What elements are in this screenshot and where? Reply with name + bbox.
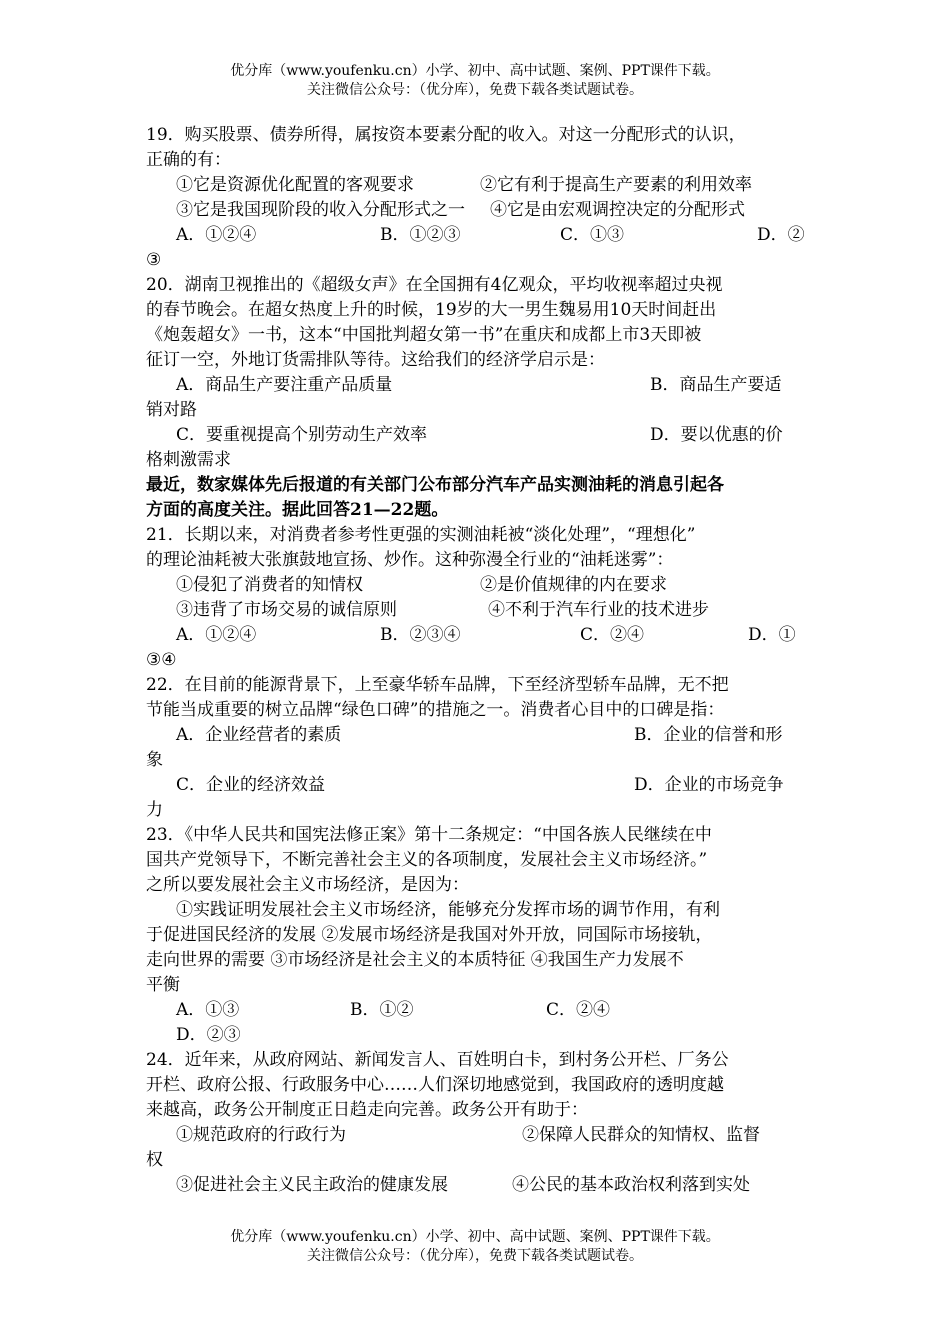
q19-option-2: ②它有利于提高生产要素的利用效率 xyxy=(480,175,752,195)
material-intro-line-1: 最近，数家媒体先后报道的有关部门公布部分汽车产品实测油耗的消息引起各 xyxy=(146,475,724,495)
q20-stem-line-3: 《炮轰超女》一书，这本“中国批判超女第一书”在重庆和成都上市3天即被 xyxy=(146,325,702,345)
footer-line-1: 优分库（www.youfenku.cn）小学、初中、高中试题、案例、PPT课件下载。 xyxy=(230,1229,720,1245)
header-line-1: 优分库（www.youfenku.cn）小学、初中、高中试题、案例、PPT课件下载。 xyxy=(230,63,720,79)
q19-option-1: ①它是资源优化配置的客观要求 xyxy=(176,175,414,195)
q21-choice-c: C．②④ xyxy=(580,625,645,645)
q23-stem-line-1: 23．《中华人民共和国宪法修正案》第十二条规定：“中国各族人民继续在中 xyxy=(146,825,712,845)
page-header xyxy=(0,62,950,100)
q19-option-4: ④它是由宏观调控决定的分配形式 xyxy=(490,200,745,220)
q23-choice-a: A．①③ xyxy=(176,1000,240,1020)
material-intro-line-2: 方面的高度关注。据此回答21—22题。 xyxy=(146,500,449,520)
q23-choice-d: D．②③ xyxy=(176,1025,241,1045)
q24-option-2: ②保障人民群众的知情权、监督 xyxy=(522,1125,760,1145)
q23-stem-line-3: 之所以要发展社会主义市场经济，是因为： xyxy=(146,875,469,895)
q23-choice-b: B．①② xyxy=(350,1000,414,1020)
q23-stem-line-4: ①实践证明发展社会主义市场经济，能够充分发挥市场的调节作用，有利 xyxy=(176,900,720,920)
q19-choice-c: C．①③ xyxy=(560,225,625,245)
q19-option-3: ③它是我国现阶段的收入分配形式之一 xyxy=(176,200,465,220)
q19-choice-d-wrap: ③ xyxy=(146,250,162,270)
q20-stem-line-2: 的春节晚会。在超女热度上升的时候，19岁的大一男生魏易用10天时间赶出 xyxy=(146,300,717,320)
q21-option-2: ②是价值规律的内在要求 xyxy=(480,575,667,595)
q22-choice-d-wrap: 力 xyxy=(146,800,163,820)
q22-stem-line-2: 节能当成重要的树立品牌“绿色口碑”的措施之一。消费者心目中的口碑是指： xyxy=(146,700,725,720)
q22-choice-b-wrap: 象 xyxy=(146,750,163,770)
q21-option-3: ③违背了市场交易的诚信原则 xyxy=(176,600,397,620)
q21-stem-line-2: 的理论油耗被大张旗鼓地宣扬、炒作。这种弥漫全行业的“油耗迷雾”： xyxy=(146,550,674,570)
q20-choice-d-wrap: 格刺激需求 xyxy=(146,450,231,470)
q19-choice-d: D．② xyxy=(757,225,805,245)
q23-stem-line-2: 国共产党领导下，不断完善社会主义的各项制度，发展社会主义市场经济。” xyxy=(146,850,708,870)
q19-stem-line-2: 正确的有： xyxy=(146,150,231,170)
q21-stem-line-1: 21．长期以来，对消费者参考性更强的实测油耗被“淡化处理”，“理想化” xyxy=(146,525,696,545)
q24-stem-line-2: 开栏、政府公报、行政服务中心……人们深切地感觉到，我国政府的透明度越 xyxy=(146,1075,724,1095)
q21-choice-b: B．②③④ xyxy=(380,625,461,645)
q24-option-1: ①规范政府的行政行为 xyxy=(176,1125,346,1145)
q20-choice-b: B．商品生产要适 xyxy=(650,375,782,395)
q24-option-3: ③促进社会主义民主政治的健康发展 xyxy=(176,1175,448,1195)
q24-option-4: ④公民的基本政治权利落到实处 xyxy=(512,1175,750,1195)
q21-option-1: ①侵犯了消费者的知情权 xyxy=(176,575,363,595)
q22-stem-line-1: 22．在目前的能源背景下，上至豪华轿车品牌，下至经济型轿车品牌，无不把 xyxy=(146,675,729,695)
q23-stem-line-6: 走向世界的需要 ③市场经济是社会主义的本质特征 ④我国生产力发展不 xyxy=(146,950,684,970)
q22-choice-b: B．企业的信誉和形 xyxy=(634,725,783,745)
q20-choice-d: D．要以优惠的价 xyxy=(650,425,783,445)
q21-choice-d: D．① xyxy=(748,625,796,645)
q20-stem-line-4: 征订一空，外地订货需排队等待。这给我们的经济学启示是： xyxy=(146,350,605,370)
q23-stem-line-5: 于促进国民经济的发展 ②发展市场经济是我国对外开放，同国际市场接轨， xyxy=(146,925,713,945)
footer-line-2: 关注微信公众号：（优分库），免费下载各类试题试卷。 xyxy=(307,1248,643,1264)
q24-option-2-wrap: 权 xyxy=(146,1150,163,1170)
q19-choice-a: A．①②④ xyxy=(176,225,257,245)
q20-choice-c: C．要重视提高个别劳动生产效率 xyxy=(176,425,428,445)
q24-stem-line-3: 来越高，政务公开制度正日趋走向完善。政务公开有助于： xyxy=(146,1100,588,1120)
q22-choice-d: D．企业的市场竞争 xyxy=(634,775,784,795)
q20-stem-line-1: 20．湖南卫视推出的《超级女声》在全国拥有4亿观众，平均收视率超过央视 xyxy=(146,275,723,295)
q21-option-4: ④不利于汽车行业的技术进步 xyxy=(488,600,709,620)
header-line-2: 关注微信公众号：（优分库），免费下载各类试题试卷。 xyxy=(307,82,643,98)
q22-choice-c: C．企业的经济效益 xyxy=(176,775,326,795)
q20-choice-a: A．商品生产要注重产品质量 xyxy=(176,375,393,395)
q20-choice-b-wrap: 销对路 xyxy=(146,400,197,420)
page-footer xyxy=(0,1228,950,1266)
q23-stem-line-7: 平衡 xyxy=(146,975,180,995)
q22-choice-a: A．企业经营者的素质 xyxy=(176,725,342,745)
q21-choice-a: A．①②④ xyxy=(176,625,257,645)
q19-choice-b: B．①②③ xyxy=(380,225,461,245)
q19-stem-line-1: 19．购买股票、债券所得，属按资本要素分配的收入。对这一分配形式的认识， xyxy=(146,125,746,145)
q23-choice-c: C．②④ xyxy=(546,1000,611,1020)
q21-choice-d-wrap: ③④ xyxy=(146,650,177,670)
q24-stem-line-1: 24．近年来，从政府网站、新闻发言人、百姓明白卡，到村务公开栏、厂务公 xyxy=(146,1050,729,1070)
